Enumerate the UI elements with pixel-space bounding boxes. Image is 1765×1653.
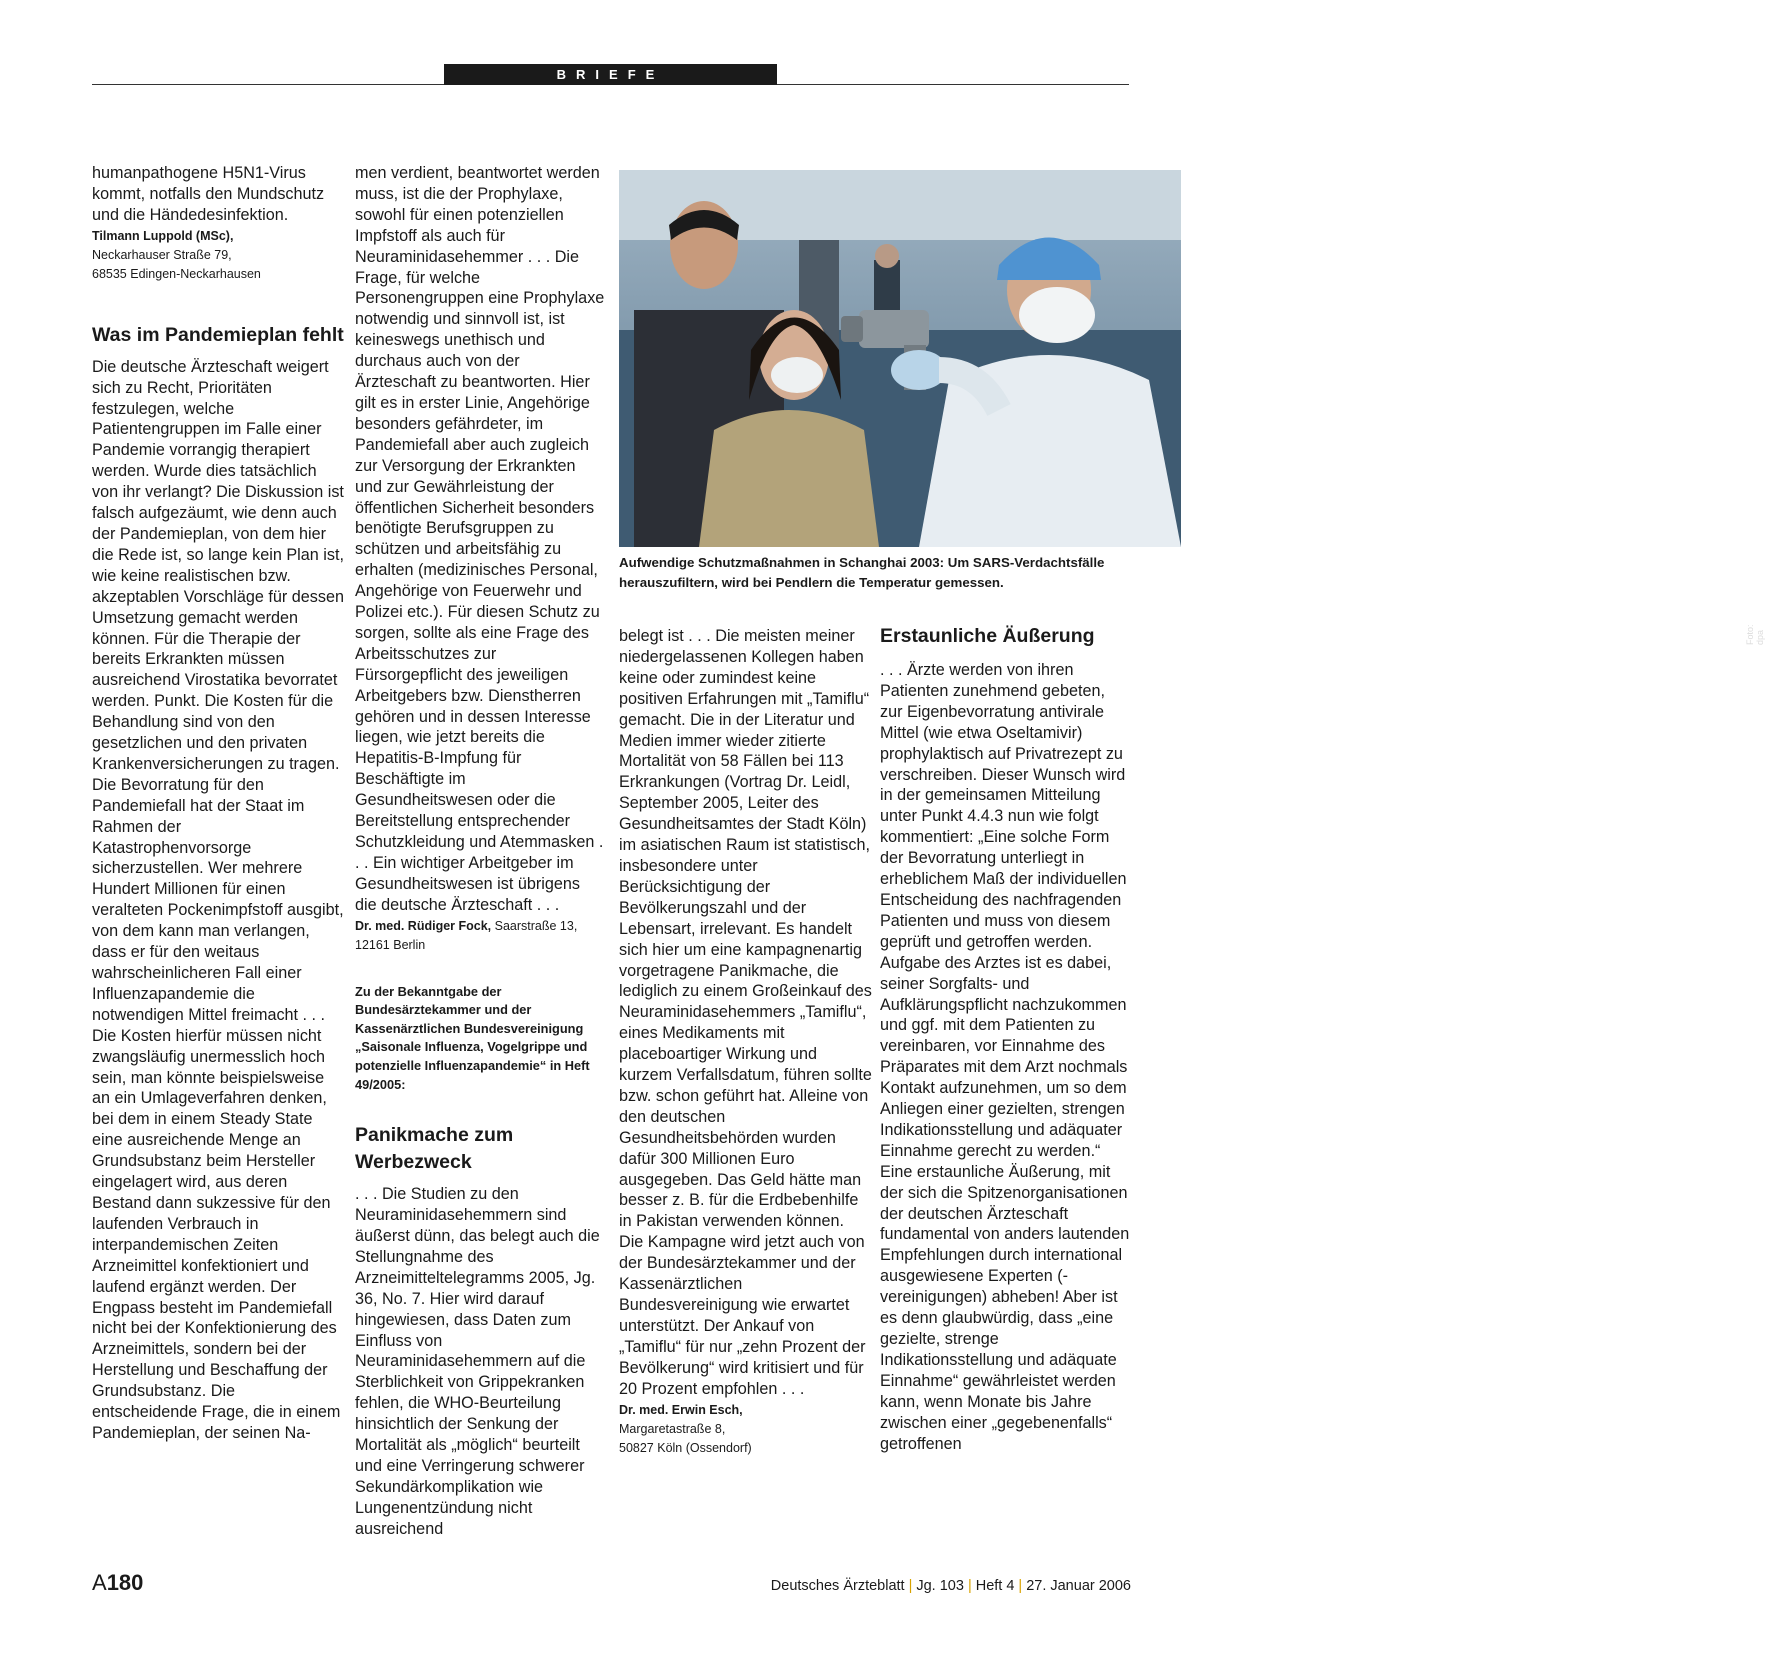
col2-byline [355, 917, 605, 955]
page-prefix: A [92, 1570, 107, 1595]
col3-body: belegt ist . . . Die meisten meiner niedergelassenen Kollegen haben keine oder zumindest keine positiven Erfahrungen mit „Tamiflu“ gemacht. Die in der Literatur und Medien immer wieder zitierte Mortalität von 58 Fällen bei 113 Erkrankungen (Vortrag Dr. Leidl, September 2005, Leiter des Gesundheitsamtes der Stadt Köln) im asiatischen Raum ist statistisch, insbesondere unter Berücksichtigung der Bevölkerungszahl und der Lebensart, irrelevant. Es handelt sich hier um eine kampagnenartig vorgetragene Panikmache, die lediglich zu einem Großeinkauf des Neuraminidasehemmers „Tamiflu“, eines Medikaments mit placeboartiger Wirkung und kurzem Verfallsdatum, führen sollte bzw. schon geführt hat. Alleine von den deutschen Gesundheitsbehörden wurden dafür 300 Millionen Euro ausgegeben. Das Geld hätte man besser z. B. für die Erdbebenhilfe in Pakistan verwenden können. Die Kampagne wird jetzt auch von der Bundesärztekammer und der Kassenärztlichen Bundesvereinigung wie erwartet unterstützt. Der Ankauf von „Tamiflu“ für nur „zehn Prozent der Bevölkerung“ wird kritisiert und für 20 Prozent empfohlen . . . [619, 627, 872, 1398]
journal-name: Deutsches Ärzteblatt [770, 1578, 905, 1594]
col2-headline: Panikmache zum Werbezweck [355, 1124, 514, 1174]
col3-author-address-1: Margaretastraße 8, [619, 1421, 726, 1436]
photo-credit: Foto: dpa [1745, 624, 1765, 645]
col1-author-address-1: Neckarhauser Straße 79, [92, 247, 232, 262]
journal-date: 27. Januar 2006 [1026, 1578, 1131, 1594]
col1-continued-text: humanpathogene H5N1-Virus kommt, notfalls den Mundschutz und die Händedesinfektion. [92, 164, 325, 224]
col2-body: men verdient, beantwortet werden muss, ist die der Prophylaxe, sowohl für einen potenziellen Impfstoff als auch für Neuraminidasehemmer . . . Die Frage, für welche Personengruppen eine Prophylaxe notwendig und sinnvoll ist, ist keineswegs unethisch und durchaus auch von der Ärzteschaft zu beantworten. Hier gilt es in erster Linie, Angehörige besonders gefährdeter, im Pandemiefall aber auch zugleich zur Versorgung der Erkrankten und zur Gewährleistung der öffentlichen Sicherheit besonders benötigte Berufsgruppen zu schützen und arbeitsfähig zu erhalten (medizinisches Personal, Angehörige von Feuerwehr und Polizei etc.). Für diesen Schutz zu sorgen, sollte als eine Frage des Arbeitsschutzes zur Fürsorgepflicht des jeweiligen Arbeitgebers bzw. Dienstherren gehören und in dessen Interesse liegen, wie jetzt bereits die Hepatitis-B-Impfung für Beschäftigte im Gesundheitswesen oder die Bereitstellung entsprechender Schutzkleidung und Atemmasken . . . Ein wichtiger Arbeitgeber im Gesundheitswesen ist übrigens die deutsche Ärzteschaft . . . [355, 164, 605, 914]
col3-author-name: Dr. med. Erwin Esch, [619, 1402, 743, 1417]
col1-author-name: Tilmann Luppold (MSc), [92, 228, 234, 243]
section-label: BRIEFE [444, 64, 777, 85]
col4-headline: Erstaunliche Äußerung [880, 625, 1095, 647]
col1-author-address-2: 68535 Edingen-Neckarhausen [92, 266, 261, 281]
col1-headline: Was im Pandemieplan fehlt [92, 323, 344, 346]
col2-author-name: Dr. med. Rüdiger Fock, [355, 918, 492, 933]
col4-body: . . . Ärzte werden von ihren Patienten zunehmend gebeten, zur Eigenbevorratung antivirale Mittel (wie etwa Oseltamivir) prophylaktisch auf Privatrezept zu verschreiben. Dieser Wunsch wird in der gemeinsamen Mitteilung unter Punkt 4.4.3 nun wie folgt kommentiert: „Eine solche Form der Bevorratung unterliegt in erheblichem Maß der individuellen Entscheidung des nachfragenden Patienten und muss von diesem geprüft und getroffen werden. Aufgabe des Arztes ist es dabei, seiner Sorgfalts- und Aufklärungspflicht nachzukommen und ggf. mit dem Patienten zu vereinbaren, vor Einnahme des Präparates mit dem Arzt nochmals Kontakt aufzunehmen, um so dem Anliegen einer gezielten, strengen Indikationsstellung und adäquater Einnahme gerecht zu werden.“ Eine erstaunliche Äußerung, mit der sich die Spitzenorganisationen der deutschen Ärzteschaft fundamental von anders lautenden Empfehlungen durch international ausgewiesene Experten (-vereinigungen) abheben! Aber ist es denn glaubwürdig, dass „eine gezielte, strenge Indikationsstellung und adäquate Einnahme“ gewährleistet werden kann, wenn Monate bis Jahre zwischen einer „gegebenenfalls“ getroffenen [880, 661, 1130, 1453]
column-3 [619, 626, 872, 1458]
col2-author-address: Saarstraße 13, 12161 Berlin [355, 918, 578, 952]
journal-volume: Jg. 103 [916, 1578, 964, 1594]
journal-info: Deutsches Ärzteblatt | Jg. 103 | Heft 4 | 27. Januar 2006 [770, 1578, 1131, 1594]
page-number [92, 1570, 143, 1596]
col2-body-2: . . . Die Studien zu den Neuraminidasehemmern sind äußerst dünn, das belegt auch die Stellungnahme des Arzneimitteltelegramms 2005, Jg. 36, No. 7. Hier wird darauf hingewiesen, dass Daten zum Einfluss von Neuraminidasehemmern auf die Sterblichkeit von Grippekranken fehlen, die WHO-Beurteilung hinsichtlich der Senkung der Mortalität als „möglich“ beurteilt und eine Verringerung schwerer Sekundärkomplikation wie Lungenentzündung nicht ausreichend [355, 1185, 600, 1538]
col1-body: Die deutsche Ärzteschaft weigert sich zu Recht, Prioritäten festzulegen, welche Patientengruppen im Falle einer Pandemie vorrangig therapiert werden. Wurde dies tatsächlich von ihr verlangt? Die Diskussion ist falsch aufgezäumt, wie denn auch der Pandemieplan, von dem hier die Rede ist, so lange kein Plan ist, wie keine realistischen bzw. akzeptablen Vorschläge für dessen Umsetzung gemacht werden können. Für die Therapie der bereits Erkrankten müssen ausreichend Virostatika bevorratet werden. Punkt. Die Kosten für die Behandlung sind von den gesetzlichen und den privaten Krankenversicherungen zu tragen. Die Bevorratung für den Pandemiefall hat der Staat im Rahmen der Katastrophenvorsorge sicherzustellen. Wer mehrere Hundert Millionen für einen veralteten Pockenimpfstoff ausgibt, von dem kann man verlangen, dass er für den weitaus wahrscheinlicheren Fall einer Influenzapandemie die notwendigen Mittel freimacht . . . Die Kosten hierfür müssen nicht zwangsläufig unermesslich hoch sein, man könnte beispielsweise an ein Umlageverfahren denken, bei dem in einem Steady State eine ausreichende Menge an Grundsubstanz beim Hersteller eingelagert wird, aus deren Bestand dann sukzessive für den laufenden Verbrauch in interpandemischen Zeiten Arzneimittel konfektioniert und laufend ergänzt werden. Der Engpass besteht im Pandemiefall nicht bei der Konfektionierung des Arzneimittels, sondern bei der Herstellung und Beschaffung der Grundsubstanz. Die entscheidende Frage, die in einem Pandemieplan, der seinen Na- [92, 357, 344, 1442]
page-number-value: 180 [106, 1570, 144, 1595]
column-2 [355, 163, 605, 1540]
photo-illustration [619, 170, 1181, 547]
col3-author-address-2: 50827 Köln (Ossendorf) [619, 1440, 752, 1455]
photo-caption: Aufwendige Schutzmaßnahmen in Schanghai 2003: Um SARS-Verdachtsfälle herauszufiltern, wird bei Pendlern die Temperatur gemessen. [619, 555, 1105, 590]
journal-issue: Heft 4 [975, 1578, 1015, 1594]
col2-intro: Zu der Bekanntgabe der Bundesärztekammer und der Kassenärztlichen Bundesvereinigung „Saisonale Influenza, Vogelgrippe und potenzielle Influenzapandemie“ in Heft 49/2005: [355, 983, 590, 1092]
column-1 [92, 163, 344, 1444]
column-4 [880, 623, 1130, 1454]
